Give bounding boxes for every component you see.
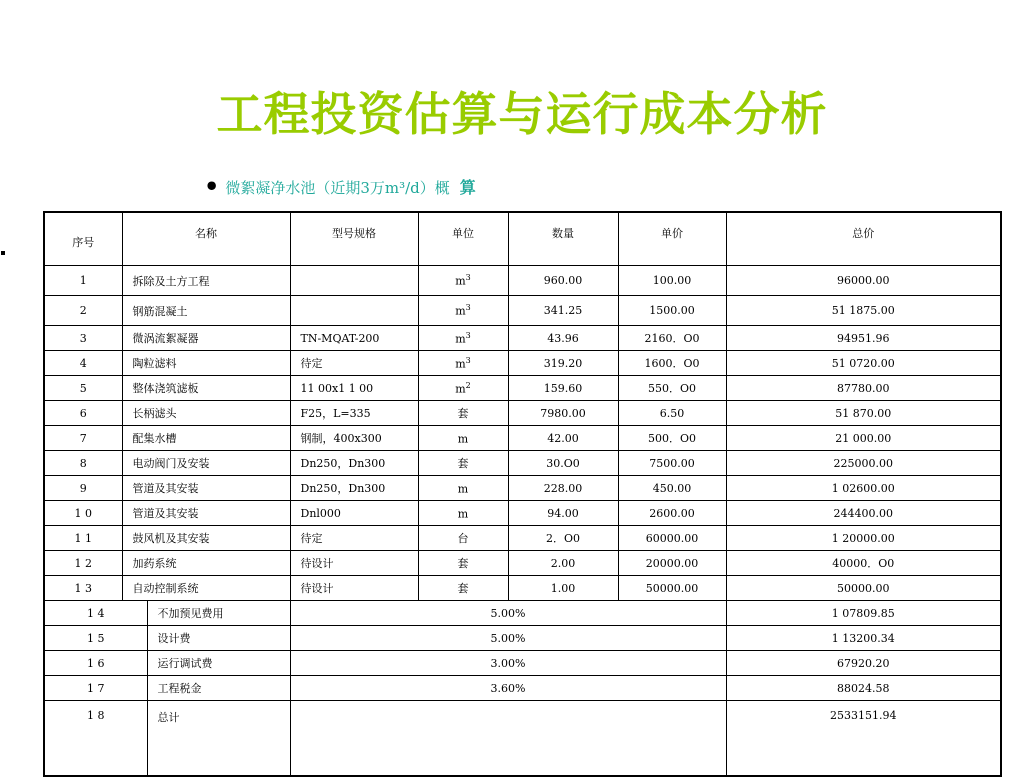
cell-total: 51 0720.00: [726, 351, 1001, 376]
cell-seq: 1 7: [44, 676, 147, 701]
unit-text: m: [455, 332, 466, 346]
cell-unit: [418, 351, 508, 376]
cell-seq: 5: [44, 376, 122, 401]
cell-model: F25，L=335: [290, 401, 418, 426]
unit-text: 套: [457, 557, 469, 570]
cell-seq: 1 5: [44, 626, 147, 651]
cell-model: Dn250，Dn300: [290, 476, 418, 501]
summary-row: [44, 651, 1001, 676]
cell-total: 1 13200.34: [726, 626, 1001, 651]
header-qty: 数量: [508, 212, 618, 266]
cell-name: 配集水槽: [122, 426, 290, 451]
cell-seq: 4: [44, 351, 122, 376]
cell-seq: 1 4: [44, 601, 147, 626]
unit-text: m: [455, 357, 466, 371]
cell-model: 钢制，400x300: [290, 426, 418, 451]
cell-model: TN-MQAT-200: [290, 326, 418, 351]
cell-unit: [418, 426, 508, 451]
summary-row: [44, 626, 1001, 651]
cell-price: 500．O0: [618, 426, 726, 451]
unit-text: 套: [457, 582, 469, 595]
cell-unit: [418, 326, 508, 351]
cell-price: 2160．O0: [618, 326, 726, 351]
cell-name: 不加预见费用: [147, 601, 290, 626]
estimate-table: [43, 211, 1002, 777]
cell-seq: 7: [44, 426, 122, 451]
cell-total: 88024.58: [726, 676, 1001, 701]
cell-price: 550．O0: [618, 376, 726, 401]
table-row: [44, 266, 1001, 296]
cell-seq: 1 2: [44, 551, 122, 576]
cell-name: 微涡流絮凝器: [122, 326, 290, 351]
section-subtitle: [204, 172, 476, 201]
summary-row: [44, 676, 1001, 701]
bullet-icon: •: [204, 172, 220, 201]
unit-exponent: 3: [465, 303, 471, 313]
unit-text: m: [457, 432, 469, 446]
cell-price: 1500.00: [618, 296, 726, 326]
table-row: [44, 551, 1001, 576]
cell-seq: 6: [44, 401, 122, 426]
cell-qty: 43.96: [508, 326, 618, 351]
summary-row: [44, 601, 1001, 626]
cell-price: 450.00: [618, 476, 726, 501]
unit-text: 套: [457, 407, 469, 420]
cell-total: 244400.00: [726, 501, 1001, 526]
cell-total: 51 1875.00: [726, 296, 1001, 326]
cell-total: 94951.96: [726, 326, 1001, 351]
cell-seq: 2: [44, 296, 122, 326]
table-row: [44, 576, 1001, 601]
unit-text: m: [455, 274, 466, 288]
subtitle-text: 微絮凝净水池（近期3万m³/d）概: [225, 179, 450, 197]
unit-text: m: [457, 507, 469, 521]
cell-price: 50000.00: [618, 576, 726, 601]
table-header-row: [44, 212, 1001, 266]
table-row: [44, 476, 1001, 501]
cell-total: 2533151.94: [726, 701, 1001, 777]
table-row: [44, 326, 1001, 351]
unit-text: 台: [457, 532, 469, 545]
cell-total: 40000．O0: [726, 551, 1001, 576]
cell-unit: [418, 551, 508, 576]
cell-unit: [418, 401, 508, 426]
cell-price: 100.00: [618, 266, 726, 296]
cell-unit: [418, 376, 508, 401]
unit-exponent: 2: [465, 380, 471, 390]
table-row: [44, 376, 1001, 401]
unit-exponent: 3: [465, 355, 471, 365]
unit-text: m: [455, 382, 466, 396]
cell-model: 待定: [290, 351, 418, 376]
unit-text: m: [457, 482, 469, 496]
cell-qty: 341.25: [508, 296, 618, 326]
cell-qty: 42.00: [508, 426, 618, 451]
cell-unit: [418, 476, 508, 501]
cell-seq: 1: [44, 266, 122, 296]
table-row: [44, 426, 1001, 451]
stray-dot: [1, 251, 5, 255]
cell-total: 87780.00: [726, 376, 1001, 401]
cell-unit: [418, 266, 508, 296]
grand-total-row: [44, 701, 1001, 777]
cell-rate: 3.60%: [290, 676, 726, 701]
cell-qty: 159.60: [508, 376, 618, 401]
cell-price: 6.50: [618, 401, 726, 426]
cell-qty: 319.20: [508, 351, 618, 376]
cell-total: 1 20000.00: [726, 526, 1001, 551]
cell-model: Dnl000: [290, 501, 418, 526]
cell-unit: [418, 296, 508, 326]
table-row: [44, 501, 1001, 526]
cell-name: 钢筋混凝土: [122, 296, 290, 326]
cell-unit: [418, 576, 508, 601]
cell-name: 加药系统: [122, 551, 290, 576]
unit-exponent: 3: [465, 273, 471, 283]
cell-total: 51 870.00: [726, 401, 1001, 426]
cell-qty: 2．O0: [508, 526, 618, 551]
cell-qty: 228.00: [508, 476, 618, 501]
cell-name: 长柄滤头: [122, 401, 290, 426]
cell-seq: 8: [44, 451, 122, 476]
cell-seq: 3: [44, 326, 122, 351]
cell-qty: 1.00: [508, 576, 618, 601]
cell-price: 20000.00: [618, 551, 726, 576]
cell-price: 60000.00: [618, 526, 726, 551]
cell-model: [290, 296, 418, 326]
cell-name: 拆除及土方工程: [122, 266, 290, 296]
cell-unit: [418, 451, 508, 476]
header-seq: 序号: [44, 212, 122, 266]
table-row: [44, 296, 1001, 326]
cell-total: 1 02600.00: [726, 476, 1001, 501]
cell-rate: 5.00%: [290, 626, 726, 651]
cell-model: 待设计: [290, 576, 418, 601]
page-title: 工程投资估算与运行成本分析: [216, 87, 828, 141]
header-total: 总价: [726, 212, 1001, 266]
cell-model: 待设计: [290, 551, 418, 576]
cell-model: 11 00x1 1 00: [290, 376, 418, 401]
cell-model: [290, 266, 418, 296]
header-name: 名称: [122, 212, 290, 266]
header-unit: 单位: [418, 212, 508, 266]
table-row: [44, 351, 1001, 376]
cell-unit: [418, 526, 508, 551]
cell-rate: [290, 701, 726, 777]
cell-name: 运行调试费: [147, 651, 290, 676]
cell-seq: 1 6: [44, 651, 147, 676]
cell-seq: 1 8: [44, 701, 147, 777]
cell-total: 96000.00: [726, 266, 1001, 296]
cell-rate: 5.00%: [290, 601, 726, 626]
cell-price: 2600.00: [618, 501, 726, 526]
cell-unit: [418, 501, 508, 526]
cell-price: 1600．O0: [618, 351, 726, 376]
cell-qty: 30.O0: [508, 451, 618, 476]
subtitle-tail: 算: [459, 178, 476, 197]
cell-seq: 1 0: [44, 501, 122, 526]
cell-model: Dn250，Dn300: [290, 451, 418, 476]
header-model: 型号规格: [290, 212, 418, 266]
cell-qty: 7980.00: [508, 401, 618, 426]
cell-price: 7500.00: [618, 451, 726, 476]
cell-name: 陶粒滤料: [122, 351, 290, 376]
cell-name: 整体浇筑滤板: [122, 376, 290, 401]
cell-total: 67920.20: [726, 651, 1001, 676]
cell-name: 管道及其安装: [122, 476, 290, 501]
cell-name: 鼓风机及其安装: [122, 526, 290, 551]
cell-name: 总计: [147, 701, 290, 777]
table-row: [44, 401, 1001, 426]
cell-total: 1 07809.85: [726, 601, 1001, 626]
cell-seq: 1 3: [44, 576, 122, 601]
cell-name: 设计费: [147, 626, 290, 651]
cell-total: 225000.00: [726, 451, 1001, 476]
cell-seq: 9: [44, 476, 122, 501]
cell-model: 待定: [290, 526, 418, 551]
cell-seq: 1 1: [44, 526, 122, 551]
cell-rate: 3.00%: [290, 651, 726, 676]
cell-qty: 960.00: [508, 266, 618, 296]
table-row: [44, 451, 1001, 476]
cell-name: 管道及其安装: [122, 501, 290, 526]
cell-name: 电动阀门及安装: [122, 451, 290, 476]
unit-text: m: [455, 304, 466, 318]
cell-name: 自动控制系统: [122, 576, 290, 601]
cell-qty: 2.00: [508, 551, 618, 576]
cell-total: 50000.00: [726, 576, 1001, 601]
header-price: 单价: [618, 212, 726, 266]
cell-total: 21 000.00: [726, 426, 1001, 451]
table-row: [44, 526, 1001, 551]
cell-qty: 94.00: [508, 501, 618, 526]
cell-name: 工程税金: [147, 676, 290, 701]
unit-text: 套: [457, 457, 469, 470]
unit-exponent: 3: [465, 330, 471, 340]
